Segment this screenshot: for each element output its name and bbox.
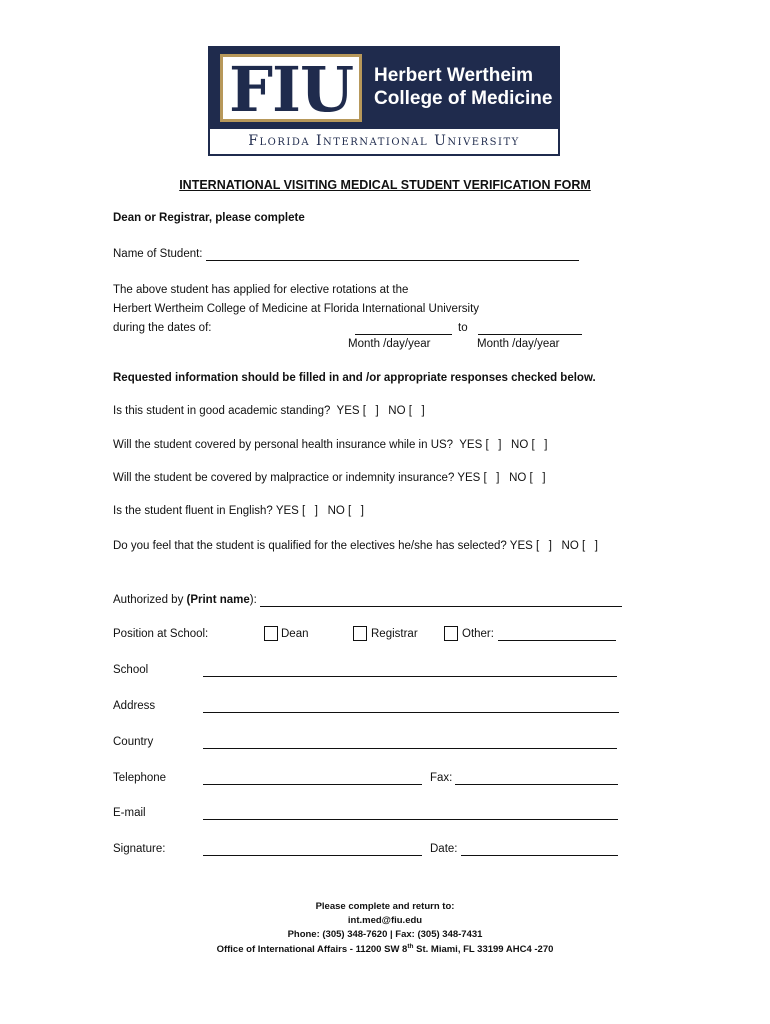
email-field[interactable]	[203, 819, 618, 820]
logo-college-line2: College of Medicine	[374, 88, 553, 109]
logo-fiu-mark: FIU	[220, 54, 362, 122]
footer-address	[0, 943, 770, 955]
signature-field[interactable]	[203, 855, 422, 856]
date-field[interactable]	[461, 855, 618, 856]
end-date-format: Month /day/year	[477, 338, 560, 350]
logo-bottom-band	[210, 127, 558, 154]
address-field[interactable]	[203, 712, 619, 713]
country-field[interactable]	[203, 748, 617, 749]
footer-phone-fax: Phone: (305) 348-7620 | Fax: (305) 348-7431	[287, 929, 483, 940]
paragraph-line-2: Herbert Wertheim College of Medicine at Florida International University	[113, 303, 480, 315]
school-field[interactable]	[203, 676, 617, 677]
logo-college-line1: Herbert Wertheim	[374, 65, 534, 86]
registrar-option-label: Registrar	[371, 628, 418, 640]
authorized-name-field[interactable]	[260, 606, 622, 607]
logo-top-band	[210, 48, 558, 126]
country-label: Country	[113, 736, 154, 748]
footer-email[interactable]: int.med@fiu.edu	[347, 915, 423, 926]
authorized-by-label	[113, 594, 257, 606]
student-name-field[interactable]	[206, 260, 579, 261]
authorized-suffix: ):	[249, 594, 257, 606]
logo-university-name: Florida International University	[248, 133, 520, 149]
telephone-field[interactable]	[203, 784, 422, 785]
logo-college-name	[374, 64, 552, 110]
question-malpractice-insurance[interactable]: Will the student be covered by malpractice or indemnity insurance? YES [ ] NO [ ]	[113, 472, 546, 484]
registrar-checkbox[interactable]	[353, 626, 367, 641]
fax-field[interactable]	[455, 784, 618, 785]
other-field[interactable]	[498, 640, 616, 641]
requested-info-text: Requested information should be filled in and /or appropriate responses checked below.	[113, 372, 596, 384]
dean-checkbox[interactable]	[264, 626, 278, 641]
telephone-label: Telephone	[113, 772, 167, 784]
email-label: E-mail	[113, 807, 146, 819]
footer-address-sup: th	[407, 943, 414, 950]
paragraph-line-1: The above student has applied for elective rotations at the	[113, 284, 409, 296]
other-checkbox[interactable]	[444, 626, 458, 641]
start-date-field[interactable]	[355, 334, 452, 335]
authorized-print-name: (Print name	[186, 594, 250, 606]
start-date-format: Month /day/year	[348, 338, 431, 350]
question-qualified-electives[interactable]: Do you feel that the student is qualified for the electives he/she has selected? YES [ ] NO [ ]	[113, 540, 598, 552]
date-label: Date:	[430, 843, 458, 855]
to-label: to	[458, 322, 468, 334]
footer-return-text: Please complete and return to:	[315, 901, 455, 912]
position-label: Position at School:	[113, 628, 209, 640]
signature-label: Signature:	[113, 843, 166, 855]
fax-label: Fax:	[430, 772, 453, 784]
instruction-text: Dean or Registrar, please complete	[113, 212, 305, 224]
footer-address-pre: Office of International Affairs - 11200 SW 8	[216, 944, 408, 956]
dean-option-label: Dean	[281, 628, 309, 640]
student-name-label: Name of Student:	[113, 248, 203, 260]
form-title: INTERNATIONAL VISITING MEDICAL STUDENT VERIFICATION FORM	[179, 178, 591, 192]
question-health-insurance[interactable]: Will the student covered by personal health insurance while in US? YES [ ] NO [ ]	[113, 439, 548, 451]
college-logo	[208, 46, 560, 156]
question-academic-standing[interactable]: Is this student in good academic standing? YES [ ] NO [ ]	[113, 405, 425, 417]
footer-address-post: St. Miami, FL 33199 AHC4 -270	[413, 944, 554, 956]
address-label: Address	[113, 700, 156, 712]
end-date-field[interactable]	[478, 334, 582, 335]
paragraph-line-3: during the dates of:	[113, 322, 212, 334]
authorized-prefix: Authorized by	[113, 594, 187, 606]
other-option-label: Other:	[462, 628, 494, 640]
school-label: School	[113, 664, 149, 676]
question-fluent-english[interactable]: Is the student fluent in English? YES [ ] NO [ ]	[113, 505, 365, 517]
